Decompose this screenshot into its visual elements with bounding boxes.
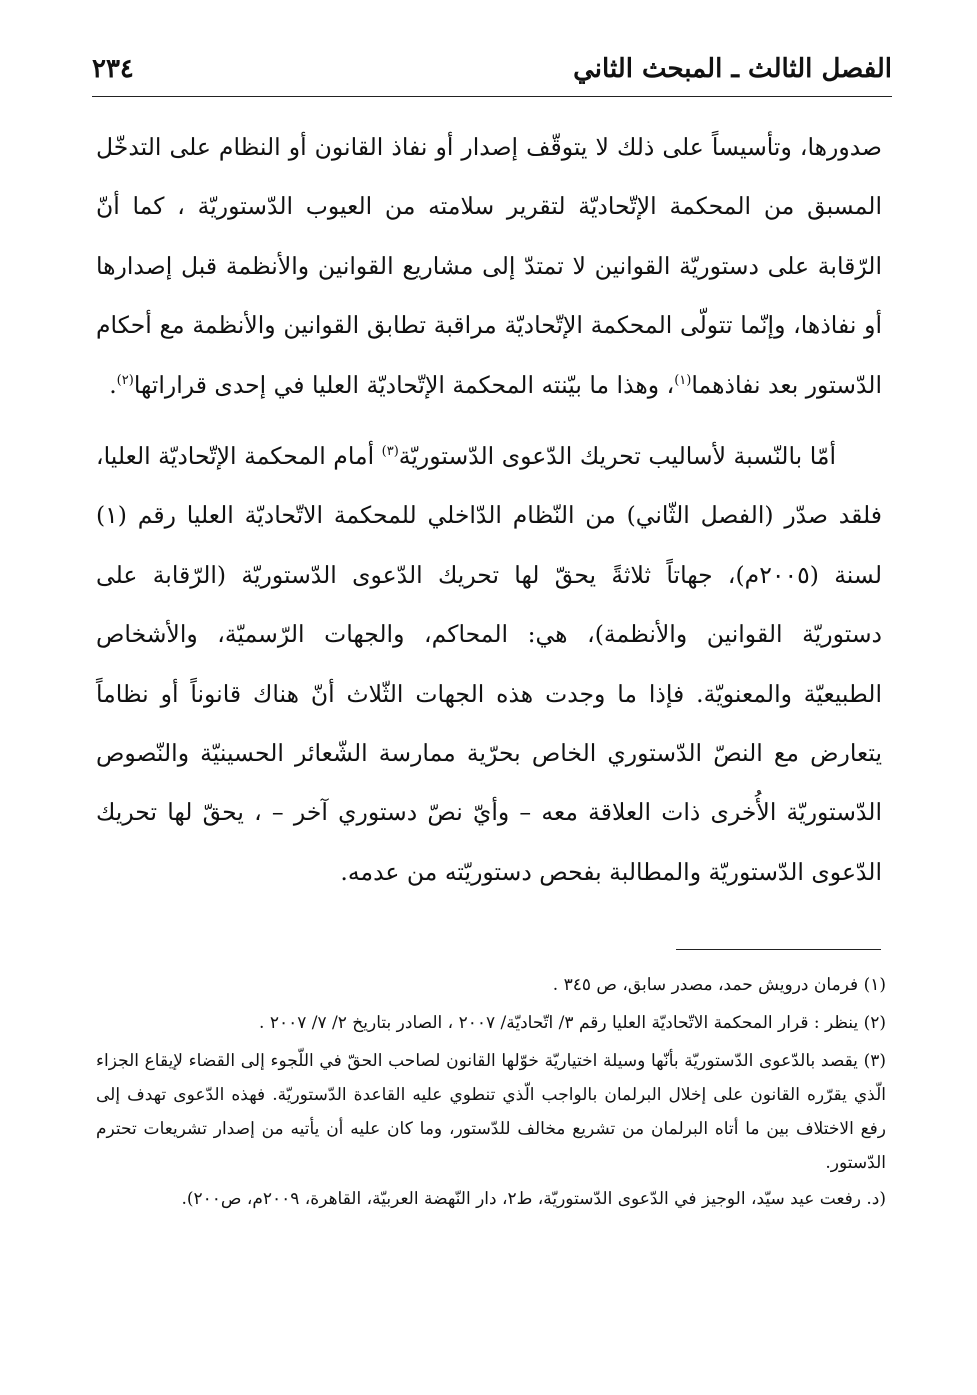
body-text (96, 118, 882, 902)
footnote-divider (676, 949, 881, 950)
paragraph-2-text: أمام المحكمة الإتّحاديّة العليا، فلقد صدّر (الفصل الثّاني) من النّظام الدّاخلي للمحكمة الاتّحاديّة العليا رقم (١) لسنة (٢٠٠٥م)، جهاتاً ثلاثةً يحقّ لها تحريك الدّعوى الدّستوريّة (الرّقابة على دستوريّة القوانين والأنظمة)، هي: المحاكم، والجهات الرّسميّة، والأشخاص الطبيعيّة والمعنويّة. فإذا ما وجدت هذه الجهات الثّلاث أنّ هناك قانوناً أو نظاماً يتعارض مع النصّ الدّستوري الخاص بحرّية ممارسة الشّعائر الحسينيّة والنّصوص الدّستوريّة الأُخرى ذات العلاقة معه – وأيّ نصّ دستوري آخر – ، يحقّ لها تحريك الدّعوى الدّستوريّة والمطالبة بفحص دستوريّته من عدمه. (96, 442, 883, 886)
header-divider (92, 96, 892, 97)
footnote-3: (٣) يقصد بالدّعوى الدّستوريّة بأنّها وسيلة اختياريّة خوّلها القانون لصاحب الحقّ في اللّجوء إلى القضاء لإيقاع الجزاء الّذي يقرّره القانون على إخلال البرلمان بالواجب الّذي تنطوي عليه القاعدة الدّستوريّة. فهذه الدّعوى تهدف إلى رفع الاختلاف بين ما أتاه البرلمان من تشريع مخالف للدّستور، وما كان عليه أن يأتيه من إصدار تشريعات تحترم الدّستور. (96, 1051, 886, 1173)
footnotes (96, 968, 886, 1220)
footnote-ref-3: (٣) (381, 444, 399, 460)
footnote-ref-1: (١) (674, 372, 692, 388)
paragraph-1-text: صدورها، وتأسيساً على ذلك لا يتوقّف إصدار أو نفاذ القانون أو النظام على التدخّل المسبق من المحكمة الإتّحاديّة لتقرير سلامته من العيوب الدّستوريّة ، كما أنّ الرّقابة على دستوريّة القوانين لا تمتدّ إلى مشاريع القوانين والأنظمة قبل إصدارها أو نفاذها، وإنّما تتولّى المحكمة الإتّحاديّة مراقبة تطابق القوانين والأنظمة مع أحكام الدّستور بعد نفاذهما (96, 133, 882, 399)
paragraph-2-start: أمّا بالنّسبة لأساليب تحريك الدّعوى الدّستوريّة (398, 442, 836, 471)
paragraph-1-end: . (109, 370, 117, 399)
chapter-section-title: الفصل الثالث ـ المبحث الثاني (573, 54, 892, 84)
paragraph-1 (96, 118, 882, 415)
paragraph-2 (96, 427, 882, 902)
running-header (92, 50, 892, 92)
page-number: ٢٣٤ (92, 54, 134, 84)
footnote-ref-2: (٢) (116, 372, 134, 388)
footnote-1: (١) فرمان درويش حمد، مصدر سابق، ص ٣٤٥ . (552, 975, 886, 995)
footnote-2: (٢) ينظر : قرار المحكمة الاتّحاديّة العليا رقم ٣/ اتّحاديّة/ ٢٠٠٧ ، الصادر بتاريخ ٢/ ٧/ ٢٠٠٧ . (259, 1013, 886, 1033)
footnote-3-citation: (د. رفعت عيد سيّد، الوجيز في الدّعوى الدّستوريّة، ط٢، دار النّهضة العربيّة، القاهرة، ٢٠٠٩م، ص٢٠٠). (181, 1189, 886, 1209)
paragraph-1-continuation: ، وهذا ما بيّنته المحكمة الإتّحاديّة العليا في إحدى قراراتها (133, 370, 675, 399)
